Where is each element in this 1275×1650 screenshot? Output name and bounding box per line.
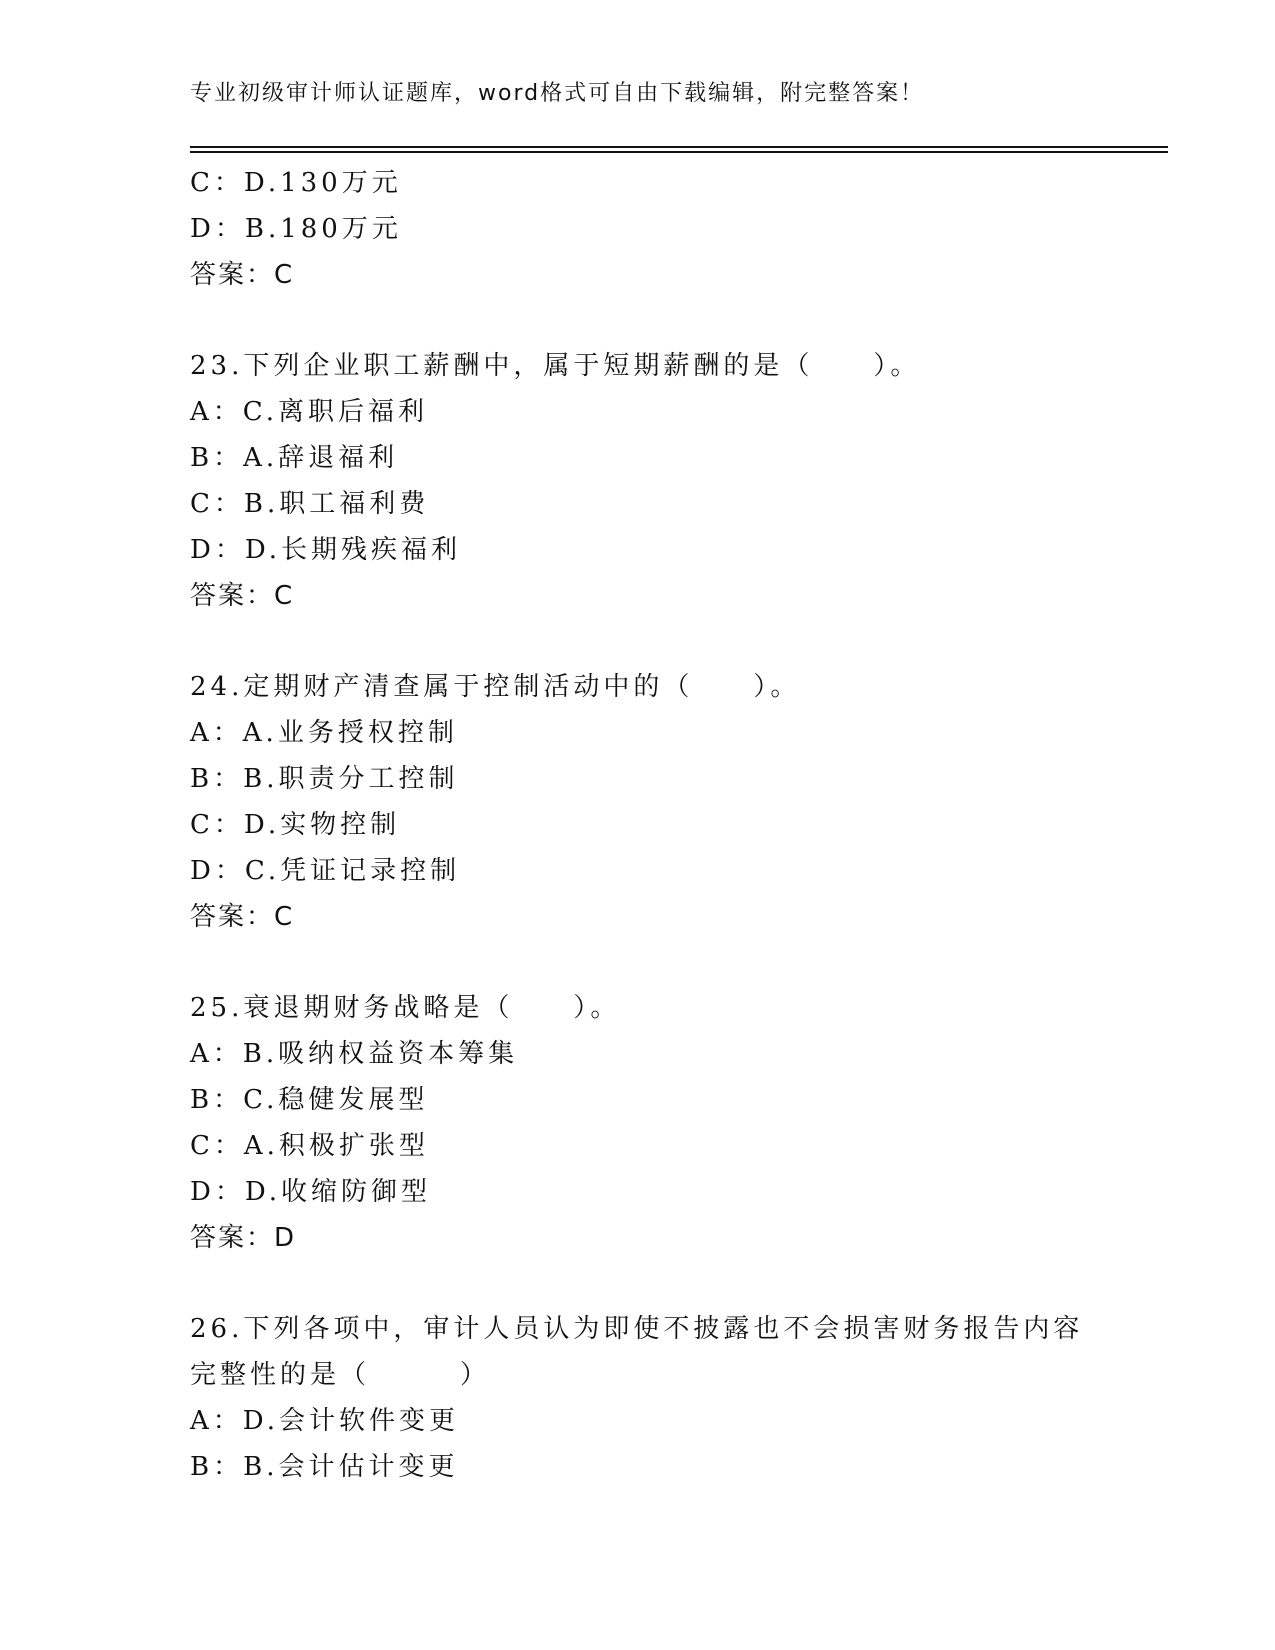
option-d: D：D.长期残疾福利 [190, 535, 462, 565]
question-stem: 24.定期财产清查属于控制活动中的（ ）。 [190, 672, 801, 702]
option-d: D：D.收缩防御型 [190, 1177, 432, 1207]
question-stem: 25.衰退期财务战略是（ ）。 [190, 993, 621, 1023]
option-c: C：A.积极扩张型 [190, 1131, 429, 1161]
document-body [190, 160, 1150, 1490]
option-a: A：B.吸纳权益资本筹集 [190, 1039, 519, 1069]
header-divider [190, 146, 1168, 148]
option-b: B：B.会计估计变更 [190, 1452, 459, 1482]
answer: 答案：C [190, 260, 295, 290]
question-23 [190, 343, 1150, 619]
question-24 [190, 664, 1150, 940]
option-a: A：A.业务授权控制 [190, 718, 458, 748]
option-d: D：C.凭证记录控制 [190, 856, 461, 886]
header-divider-second [190, 151, 1168, 153]
question-stem: 23.下列企业职工薪酬中，属于短期薪酬的是（ ）。 [190, 351, 921, 381]
question-26 [190, 1306, 1150, 1490]
option-a: A：C.离职后福利 [190, 397, 429, 427]
option-b: B：A.辞退福利 [190, 443, 399, 473]
header-title: 专业初级审计师认证题库，word格式可自由下载编辑，附完整答案！ [190, 81, 925, 106]
option-c: C：D.130万元 [190, 168, 402, 198]
question-25 [190, 985, 1150, 1261]
option-b: B：C.稳健发展型 [190, 1085, 429, 1115]
answer: 答案：C [190, 581, 295, 611]
answer: 答案：C [190, 902, 295, 932]
previous-question-tail [190, 160, 1150, 298]
option-a: A：D.会计软件变更 [190, 1406, 459, 1436]
question-stem: 26.下列各项中，审计人员认为即使不披露也不会损害财务报告内容完整性的是（ ） [190, 1314, 1084, 1390]
answer: 答案：D [190, 1223, 297, 1253]
option-d: D：B.180万元 [190, 214, 402, 244]
option-c: C：D.实物控制 [190, 810, 401, 840]
option-b: B：B.职责分工控制 [190, 764, 459, 794]
option-c: C：B.职工福利费 [190, 489, 430, 519]
